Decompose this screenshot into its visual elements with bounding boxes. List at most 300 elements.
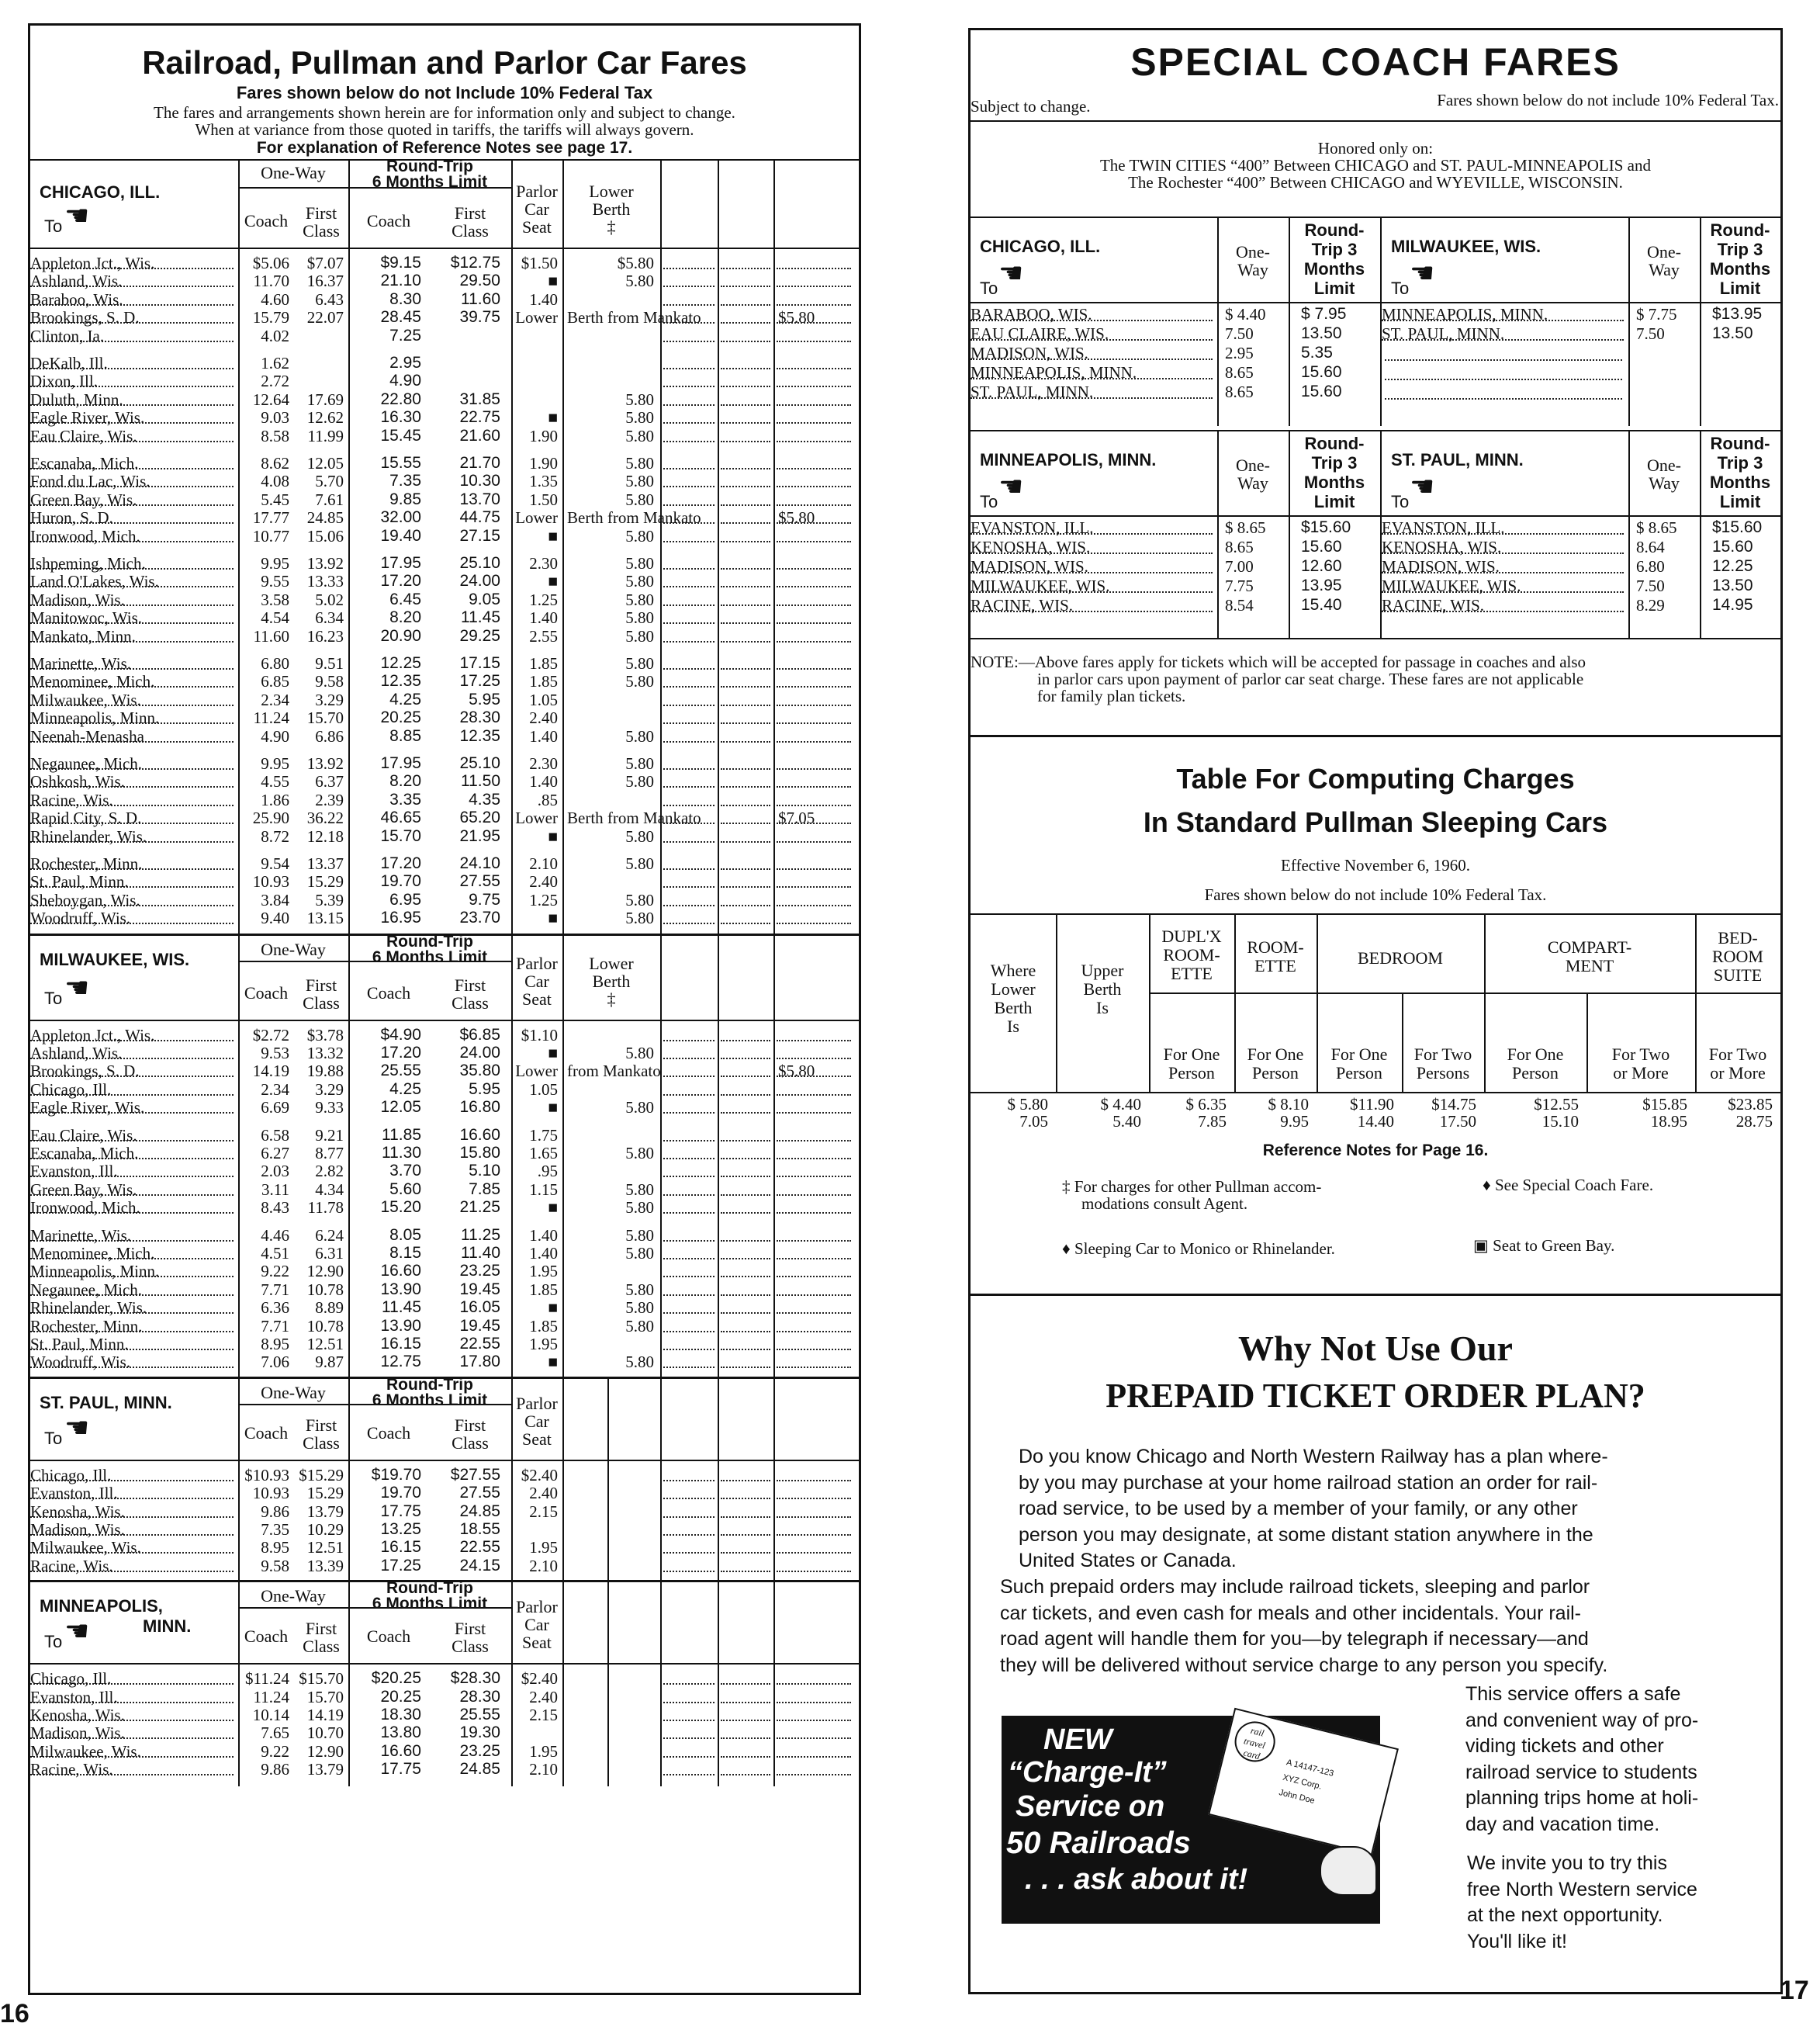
fare-cell: 18.55 [459, 1519, 500, 1538]
fare-cell: 2.40 [529, 708, 558, 728]
fare-cell: 7.85 [469, 1180, 500, 1198]
double-dagger-icon: ‡ [607, 217, 616, 237]
seat-header: Seat [522, 989, 552, 1009]
rt-coach-header: Coach [366, 1422, 411, 1443]
destination-name: Chicago, Ill. [30, 1079, 112, 1099]
fare-cell: 1.85 [529, 654, 558, 673]
diamond-icon: ♦ [1483, 1176, 1495, 1194]
fare-cell: 1.05 [529, 690, 558, 709]
fare-cell: 22.07 [306, 308, 344, 327]
fare-cell: 10.78 [306, 1316, 344, 1335]
to-label: To [1391, 492, 1410, 511]
dot-leader [777, 1144, 851, 1159]
fare-cell: 7.25 [389, 326, 421, 345]
dot-leader [777, 1706, 851, 1721]
berth-header: Berth [592, 971, 631, 991]
fare-cell: 6.86 [315, 726, 344, 746]
fare-cell: 20.25 [380, 1687, 421, 1706]
fare-cell: 13.92 [306, 554, 344, 573]
fare-cell: 16.23 [306, 626, 344, 646]
fare-cell: 8.20 [389, 608, 421, 627]
fare-cell: 11.24 [253, 1687, 289, 1706]
destination-name: Kenosha, Wis. [30, 1502, 125, 1521]
destination-name: Rochester, Minn. [30, 854, 143, 873]
party-size-header: or More [1710, 1063, 1766, 1083]
fare-cell: 15.29 [306, 872, 344, 892]
destination-name: Duluth, Minn. [30, 390, 123, 409]
destination-name: MADISON, WIS. [971, 344, 1088, 362]
one-way-fare: 6.80 [1636, 557, 1665, 576]
dot-leader [777, 1538, 851, 1554]
dot-leader [663, 727, 715, 743]
fare-cell: 32.00 [380, 508, 421, 527]
fare-cell: 9.51 [315, 654, 344, 673]
fare-cell: 15.80 [459, 1143, 500, 1162]
dot-leader [721, 1538, 770, 1554]
fare-cell: 15.29 [306, 1484, 344, 1503]
fare-cell: 13.39 [306, 1556, 344, 1575]
round-trip-header: Trip 3 [1311, 240, 1358, 259]
seat-header: Seat [522, 217, 552, 237]
dot-leader [777, 627, 851, 643]
rt-class-header: Class [452, 1432, 489, 1453]
fare-cell: $28.30 [450, 1669, 500, 1688]
destination-name: Ashland, Wis. [30, 272, 123, 291]
dot-leader [663, 490, 715, 506]
fare-cell: 19.45 [459, 1316, 500, 1335]
prepaid-paragraph-2-line: Such prepaid orders may include railroad tickets, sleeping and parlor [1000, 1576, 1590, 1598]
rt-first-header: First [454, 1415, 486, 1435]
first-header: First [305, 203, 337, 223]
extra-cell: $5.80 [778, 308, 815, 327]
destination-name: Land O'Lakes, Wis. [30, 572, 159, 591]
dot-leader [663, 1180, 715, 1196]
fare-cell: 8.20 [389, 772, 421, 791]
fare-cell: $12.75 [450, 254, 500, 272]
fare-row [30, 1706, 859, 1724]
fare-cell: 7.35 [389, 472, 421, 490]
fare-row [30, 727, 859, 746]
ad-service-on: Service on [1016, 1790, 1165, 1823]
parlor-header: Parlor [516, 1393, 558, 1413]
dot-leader [721, 1723, 770, 1739]
fare-cell: ■ [548, 909, 558, 928]
station-name: CHICAGO, ILL. [40, 182, 161, 202]
fare-cell: 1.15 [529, 1180, 558, 1199]
dot-leader [663, 1044, 715, 1059]
fare-cell: 27.55 [459, 872, 500, 891]
fare-cell: 24.00 [459, 1043, 500, 1062]
dot-leader [777, 1484, 851, 1499]
ad-50-railroads: 50 Railroads [1006, 1826, 1191, 1860]
fare-cell: 13.33 [306, 572, 344, 591]
fare-cell: 7.35 [261, 1519, 289, 1539]
fare-cell: 7.71 [261, 1280, 289, 1299]
fare-cell: 1.75 [529, 1125, 558, 1145]
fare-cell: 19.40 [380, 526, 421, 545]
dot-leader [721, 554, 770, 570]
berth-cell: 5.80 [625, 490, 654, 509]
fare-cell: .95 [537, 1162, 558, 1181]
fare-row [30, 1026, 859, 1044]
fare-cell: $15.70 [299, 1669, 344, 1689]
double-dagger-icon: ‡ [607, 989, 616, 1009]
pullman-title-1: Table For Computing Charges [1176, 763, 1575, 795]
dot-leader [777, 1280, 851, 1296]
round-trip-header: Months [1303, 259, 1365, 279]
dot-leader [663, 308, 715, 324]
pointing-hand-icon: ☚ [1410, 471, 1435, 502]
prepaid-paragraph-3-line: railroad service to students [1465, 1761, 1697, 1783]
pullman-fare-cell: 18.95 [1650, 1112, 1687, 1131]
berth-cell: 5.80 [625, 1225, 654, 1245]
destination-name: Oshkosh, Wis. [30, 772, 125, 792]
rt-first-header: First [454, 975, 486, 995]
fare-cell: 9.33 [315, 1098, 344, 1117]
round-trip-header: Round-Trip [386, 158, 473, 175]
parlor-header: Parlor [516, 1597, 558, 1617]
berth-cell: 5.80 [625, 272, 654, 291]
round-trip-header: Trip 3 [1717, 453, 1763, 473]
rt-first-header: First [454, 1619, 486, 1639]
fare-cell: 21.10 [380, 272, 421, 290]
dot-leader [777, 691, 851, 706]
fare-cell: 11.45 [382, 1298, 421, 1317]
fare-cell: 13.92 [306, 754, 344, 773]
fare-cell: 4.90 [389, 372, 421, 390]
honored-rochester: The Rochester “400” Between CHICAGO and WYEVILLE, WISCONSIN. [1128, 173, 1623, 192]
fare-cell: 21.60 [459, 426, 500, 445]
class-header: Class [303, 1432, 340, 1453]
fare-cell: $15.29 [299, 1465, 344, 1484]
seat-header: Seat [522, 1429, 552, 1449]
fare-cell: 9.55 [261, 572, 289, 591]
fare-cell: 24.10 [459, 854, 500, 872]
fare-cell: 25.10 [459, 754, 500, 772]
berth-cell: 5.80 [625, 1180, 654, 1199]
destination-name: Racine, Wis. [30, 790, 113, 809]
dot-leader [721, 1742, 770, 1758]
fare-row [30, 691, 859, 709]
dot-leader [777, 1520, 851, 1536]
fare-row [30, 427, 859, 445]
dot-leader [777, 754, 851, 770]
fare-cell: 1.85 [529, 672, 558, 691]
fare-cell: 9.87 [315, 1353, 344, 1372]
dot-leader [721, 1098, 770, 1114]
berth-cell: from Mankato [567, 1062, 661, 1081]
destination-name: Rhinelander, Wis. [30, 1298, 147, 1318]
dot-leader [777, 1760, 851, 1775]
fare-cell: 24.85 [459, 1502, 500, 1520]
dot-leader [721, 1484, 770, 1499]
dot-leader [663, 372, 715, 387]
fare-cell: 28.30 [459, 1687, 500, 1706]
dot-leader [721, 1180, 770, 1196]
dot-leader [777, 1317, 851, 1332]
dot-leader [663, 854, 715, 870]
fare-cell: 1.90 [529, 454, 558, 473]
destination-name: St. Paul, Minn. [30, 872, 129, 892]
dot-leader [721, 1353, 770, 1368]
party-size-header: or More [1613, 1063, 1669, 1083]
dot-leader [663, 1335, 715, 1350]
fare-cell: 1.40 [529, 726, 558, 746]
fare-row [30, 891, 859, 909]
dot-leader [663, 608, 715, 624]
fare-cell: $10.93 [244, 1465, 289, 1484]
dot-leader [721, 1317, 770, 1332]
fare-row [30, 1098, 859, 1117]
dot-leader [721, 1557, 770, 1572]
ref-note-pullman-2: modations consult Agent. [1081, 1194, 1248, 1213]
fare-row [30, 490, 859, 509]
berth-cell: 5.80 [625, 1298, 654, 1318]
fare-cell: 9.22 [261, 1741, 289, 1761]
dot-leader [663, 654, 715, 670]
dot-leader [777, 1688, 851, 1703]
fare-row [30, 254, 859, 272]
fare-cell: 17.25 [380, 1556, 421, 1574]
dot-leader [663, 1198, 715, 1214]
prepaid-text [971, 30, 1780, 1992]
pullman-fare-cell: 7.85 [1198, 1112, 1227, 1131]
upper-header: Is [1096, 998, 1109, 1017]
berth-cell: 5.80 [625, 1280, 654, 1299]
destination-name: EAU CLAIRE, WIS. [971, 324, 1109, 343]
fare-cell: 11.24 [253, 708, 289, 728]
fare-cell: 12.90 [306, 1741, 344, 1761]
fare-cell: 16.95 [380, 909, 421, 927]
dot-leader [663, 508, 715, 524]
party-size-header: For Two [1611, 1044, 1670, 1064]
fare-cell: 6.85 [261, 672, 289, 691]
fare-cell: 25.10 [459, 554, 500, 572]
dot-leader [663, 427, 715, 442]
dot-leader [777, 1466, 851, 1481]
fare-cell: 10.14 [252, 1705, 289, 1724]
fare-row [30, 408, 859, 427]
duplex-header: DUPL'X [1161, 927, 1222, 946]
fare-cell: 22.55 [459, 1334, 500, 1353]
berth-cell: 5.80 [625, 426, 654, 445]
fare-cell: 6.58 [261, 1125, 289, 1145]
fare-cell: 2.15 [529, 1705, 558, 1724]
fare-cell: 11.78 [307, 1198, 344, 1218]
header-rule [30, 1663, 859, 1665]
dot-leader [777, 290, 851, 306]
fare-cell: 15.79 [252, 308, 289, 327]
dot-leader [721, 854, 770, 870]
one-way-fare: $ 8.65 [1225, 518, 1266, 537]
fare-cell: ■ [548, 526, 558, 546]
fare-row [30, 1353, 859, 1371]
berth-cell: 5.80 [625, 1143, 654, 1162]
dot-leader [721, 591, 770, 606]
dot-leader [721, 1044, 770, 1059]
rt-coach-header: Coach [366, 982, 411, 1003]
dot-leader [777, 654, 851, 670]
dot-leader [777, 272, 851, 287]
ad-new: NEW [1043, 1723, 1112, 1756]
destination-name: Evanston, Ill. [30, 1162, 118, 1181]
destination-name: MINNEAPOLIS, MINN. [1382, 305, 1548, 324]
station-name: MINNEAPOLIS, [40, 1596, 163, 1616]
one-way-fare: 7.50 [1636, 324, 1665, 343]
prepaid-paragraph-1-line: Do you know Chicago and North Western Railway has a plan where- [1019, 1446, 1608, 1467]
card-company: XYZ Corp. [1282, 1772, 1323, 1792]
destination-name: Rochester, Minn. [30, 1316, 143, 1335]
fare-cell: 9.22 [261, 1262, 289, 1281]
fare-cell: 7.61 [315, 490, 344, 509]
dot-leader [721, 909, 770, 924]
round-trip-header: Limit [1313, 492, 1355, 511]
destination-name: Appleton Jct., Wis. [30, 254, 155, 272]
fare-cell: ■ [548, 272, 558, 291]
fare-cell: 1.05 [529, 1079, 558, 1099]
dot-leader [777, 1026, 851, 1041]
to-label: To [44, 1428, 63, 1448]
pullman-fare-cell: 5.40 [1112, 1112, 1141, 1131]
berth-cell: 5.80 [625, 390, 654, 409]
dot-leader [777, 727, 851, 743]
destination-name: Milwaukee, Wis. [30, 1741, 141, 1761]
fare-row [30, 1760, 859, 1779]
destination-name: Brookings, S. D. [30, 308, 140, 327]
first-header: First [305, 1619, 337, 1639]
destination-name: Green Bay, Wis. [30, 490, 137, 509]
fare-row [30, 1062, 859, 1080]
dot-leader [777, 1557, 851, 1572]
fare-row [30, 909, 859, 927]
fare-cell: 17.20 [380, 572, 421, 591]
fare-cell: 6.24 [315, 1225, 344, 1245]
berth-cell: 5.80 [625, 654, 654, 673]
reference-notes-title: Reference Notes for Page 16. [1262, 1141, 1489, 1159]
destination-name: Menominee, Mich. [30, 1243, 155, 1263]
dot-leader [663, 627, 715, 643]
berth-cell: 5.80 [625, 672, 654, 691]
fare-cell: 28.30 [459, 708, 500, 727]
fare-cell: 9.05 [469, 590, 500, 608]
fare-cell: 9.95 [261, 754, 289, 773]
fare-cell: Lower [515, 308, 558, 327]
pointing-hand-icon: ☚ [64, 1412, 90, 1443]
fare-cell: 15.45 [380, 426, 421, 445]
dot-leader [721, 654, 770, 670]
one-way-header: One-Way [261, 1382, 326, 1402]
round-trip-fare: 15.60 [1301, 363, 1342, 381]
party-size-header: For Two [1708, 1044, 1767, 1064]
fare-cell: 8.95 [261, 1334, 289, 1353]
class-header: Class [303, 1637, 340, 1657]
fare-cell: 12.62 [306, 408, 344, 428]
prepaid-paragraph-2-line: car tickets, and even cash for meals and other incidentals. Your rail- [1000, 1602, 1582, 1624]
parlor-header: Parlor [516, 182, 558, 201]
destination-name: MILWAUKEE, WIS. [1382, 577, 1521, 595]
fare-cell: ■ [548, 1043, 558, 1062]
fare-cell: 9.40 [261, 909, 289, 928]
dot-leader [721, 772, 770, 788]
destination-name: EVANSTON, ILL. [1382, 518, 1505, 537]
dot-leader [721, 1280, 770, 1296]
destination-name: Mankato, Minn. [30, 626, 136, 646]
one-way-fare: 7.00 [1225, 557, 1254, 576]
dot-leader [721, 272, 770, 287]
fare-cell: 9.58 [261, 1556, 289, 1575]
fare-cell: 9.58 [315, 672, 344, 691]
dot-leader [721, 1144, 770, 1159]
fare-row [30, 572, 859, 591]
party-size-header: Persons [1416, 1063, 1470, 1083]
fare-cell: 6.34 [315, 608, 344, 628]
fare-cell: 2.30 [529, 554, 558, 573]
fare-cell: 25.55 [380, 1062, 421, 1080]
dot-leader [663, 1226, 715, 1242]
where-header: Is [1007, 1017, 1019, 1036]
dot-leader [721, 354, 770, 369]
where-header: Lower [991, 979, 1036, 999]
destination-name: Kenosha, Wis. [30, 1705, 125, 1724]
coach-header: Coach [244, 1422, 289, 1443]
berth-header: Berth [592, 199, 631, 219]
fare-cell: 1.35 [529, 472, 558, 491]
dot-leader [777, 591, 851, 606]
dot-leader [721, 1335, 770, 1350]
ad-ask: . . . ask about it! [1025, 1863, 1248, 1896]
dot-leader [721, 572, 770, 587]
destination-name: Racine, Wis. [30, 1556, 113, 1575]
fare-cell: 31.85 [459, 390, 500, 408]
round-trip-header: Round- [1710, 220, 1770, 240]
pullman-fare-cell: $ 5.80 [1007, 1095, 1048, 1114]
dot-leader [663, 708, 715, 724]
dot-leader [777, 527, 851, 542]
round-trip-header: Round-Trip [386, 932, 473, 951]
dot-leader [721, 1162, 770, 1177]
fare-cell: 3.29 [315, 690, 344, 709]
dot-leader [663, 1080, 715, 1096]
fare-cell: 1.95 [529, 1741, 558, 1761]
fare-cell: 2.39 [315, 790, 344, 809]
destination-name: Dixon, Ill. [30, 372, 98, 391]
fare-row [30, 527, 859, 546]
destination-name: Milwaukee, Wis. [30, 690, 141, 709]
destination-name: Fond du Lac, Wis. [30, 472, 151, 491]
fare-cell: 46.65 [380, 809, 421, 827]
dot-leader [721, 254, 770, 269]
dot-leader [721, 754, 770, 770]
round-trip-fare: 12.25 [1712, 557, 1753, 575]
fare-cell: 2.34 [261, 1079, 289, 1099]
pullman-title-2: In Standard Pullman Sleeping Cars [1143, 806, 1608, 838]
dot-leader [777, 791, 851, 806]
pointing-hand-icon: ☚ [998, 471, 1024, 502]
one-way-fare: 8.54 [1225, 596, 1254, 615]
fare-cell: Lower [515, 809, 558, 828]
round-trip-fare: 13.95 [1301, 577, 1342, 594]
fare-cell: 6.45 [389, 590, 421, 608]
fare-cell: 8.95 [261, 1538, 289, 1557]
page-title: Railroad, Pullman and Parlor Car Fares [142, 44, 747, 81]
pullman-fare-cell: 14.40 [1357, 1112, 1394, 1131]
fare-cell: 8.62 [261, 454, 289, 473]
honored-only: Honored only on: [1317, 139, 1434, 158]
fare-cell: 4.55 [261, 772, 289, 792]
extra-cell: $5.80 [778, 1062, 815, 1081]
fare-cell: 1.40 [529, 608, 558, 628]
destination-name: RACINE, WIS. [1382, 596, 1485, 615]
